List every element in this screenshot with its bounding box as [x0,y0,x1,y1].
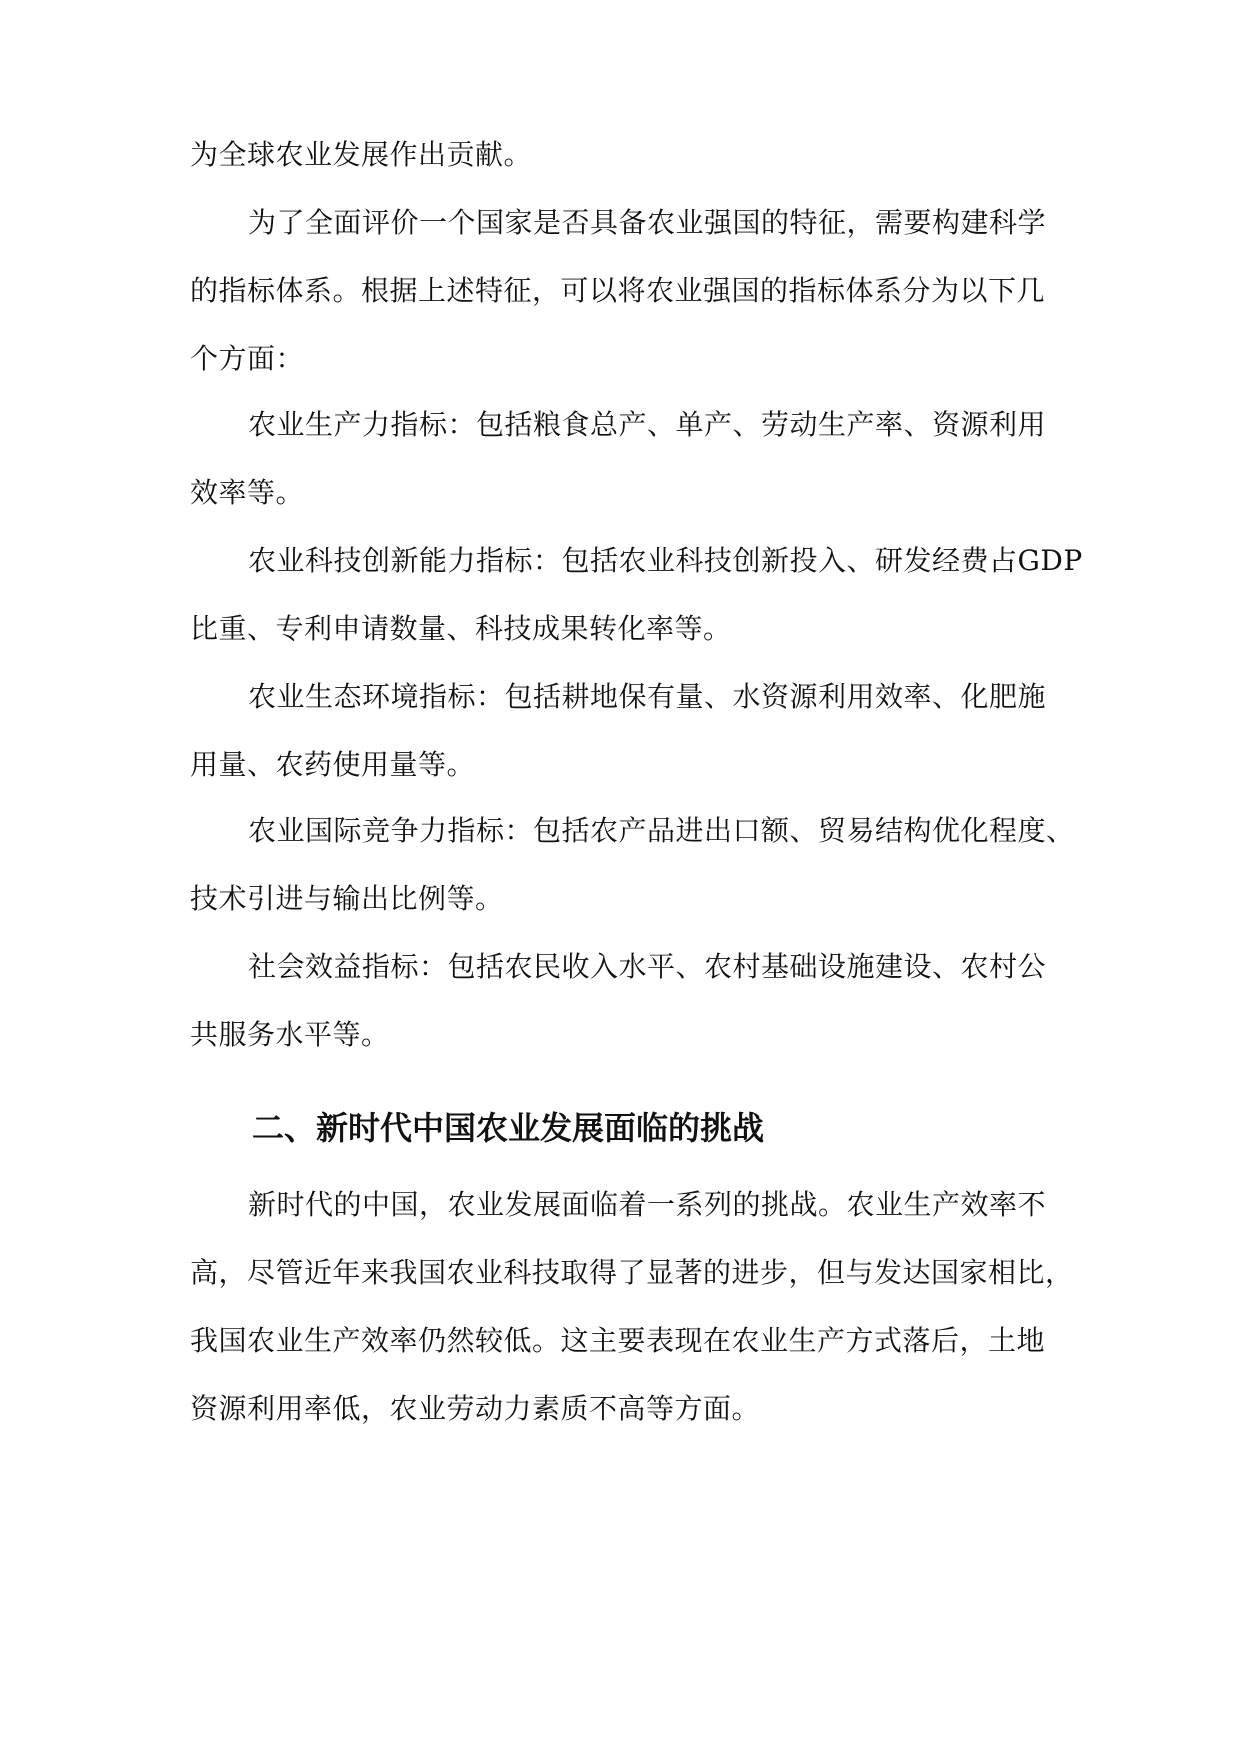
text-line: 的指标体系。根据上述特征，可以将农业强国的指标体系分为以下几 [190,274,1046,307]
text-line: 用量、农药使用量等。 [190,748,476,781]
text-line: 农业生产力指标：包括粮食总产、单产、劳动生产率、资源利用 [248,408,1047,441]
text-line: 农业生态环境指标：包括耕地保有量、水资源利用效率、化肥施 [248,680,1047,713]
text-line: 技术引进与输出比例等。 [190,882,504,915]
text-line: 为全球农业发展作出贡献。 [190,138,533,171]
text-line: 我国农业生产效率仍然较低。这主要表现在农业生产方式落后，土地 [190,1324,1046,1357]
text-line: 新时代的中国，农业发展面临着一系列的挑战。农业生产效率不 [248,1188,1047,1221]
text-line: 比重、专利申请数量、科技成果转化率等。 [190,612,732,645]
text-line: 为了全面评价一个国家是否具备农业强国的特征，需要构建科学 [248,206,1047,239]
text-line: 资源利用率低，农业劳动力素质不高等方面。 [190,1392,761,1425]
text-line: 共服务水平等。 [190,1018,390,1051]
text-line: 农业科技创新能力指标：包括农业科技创新投入、研发经费占GDP [248,544,1083,577]
text-line: 效率等。 [190,476,305,509]
section-heading: 二、新时代中国农业发展面临的挑战 [252,1109,765,1147]
text-line: 个方面： [190,342,305,375]
text-line: 高，尽管近年来我国农业科技取得了显著的进步，但与发达国家相比， [190,1256,1074,1289]
text-line: 农业国际竞争力指标：包括农产品进出口额、贸易结构优化程度、 [248,814,1075,847]
text-line: 社会效益指标：包括农民收入水平、农村基础设施建设、农村公 [248,950,1047,983]
